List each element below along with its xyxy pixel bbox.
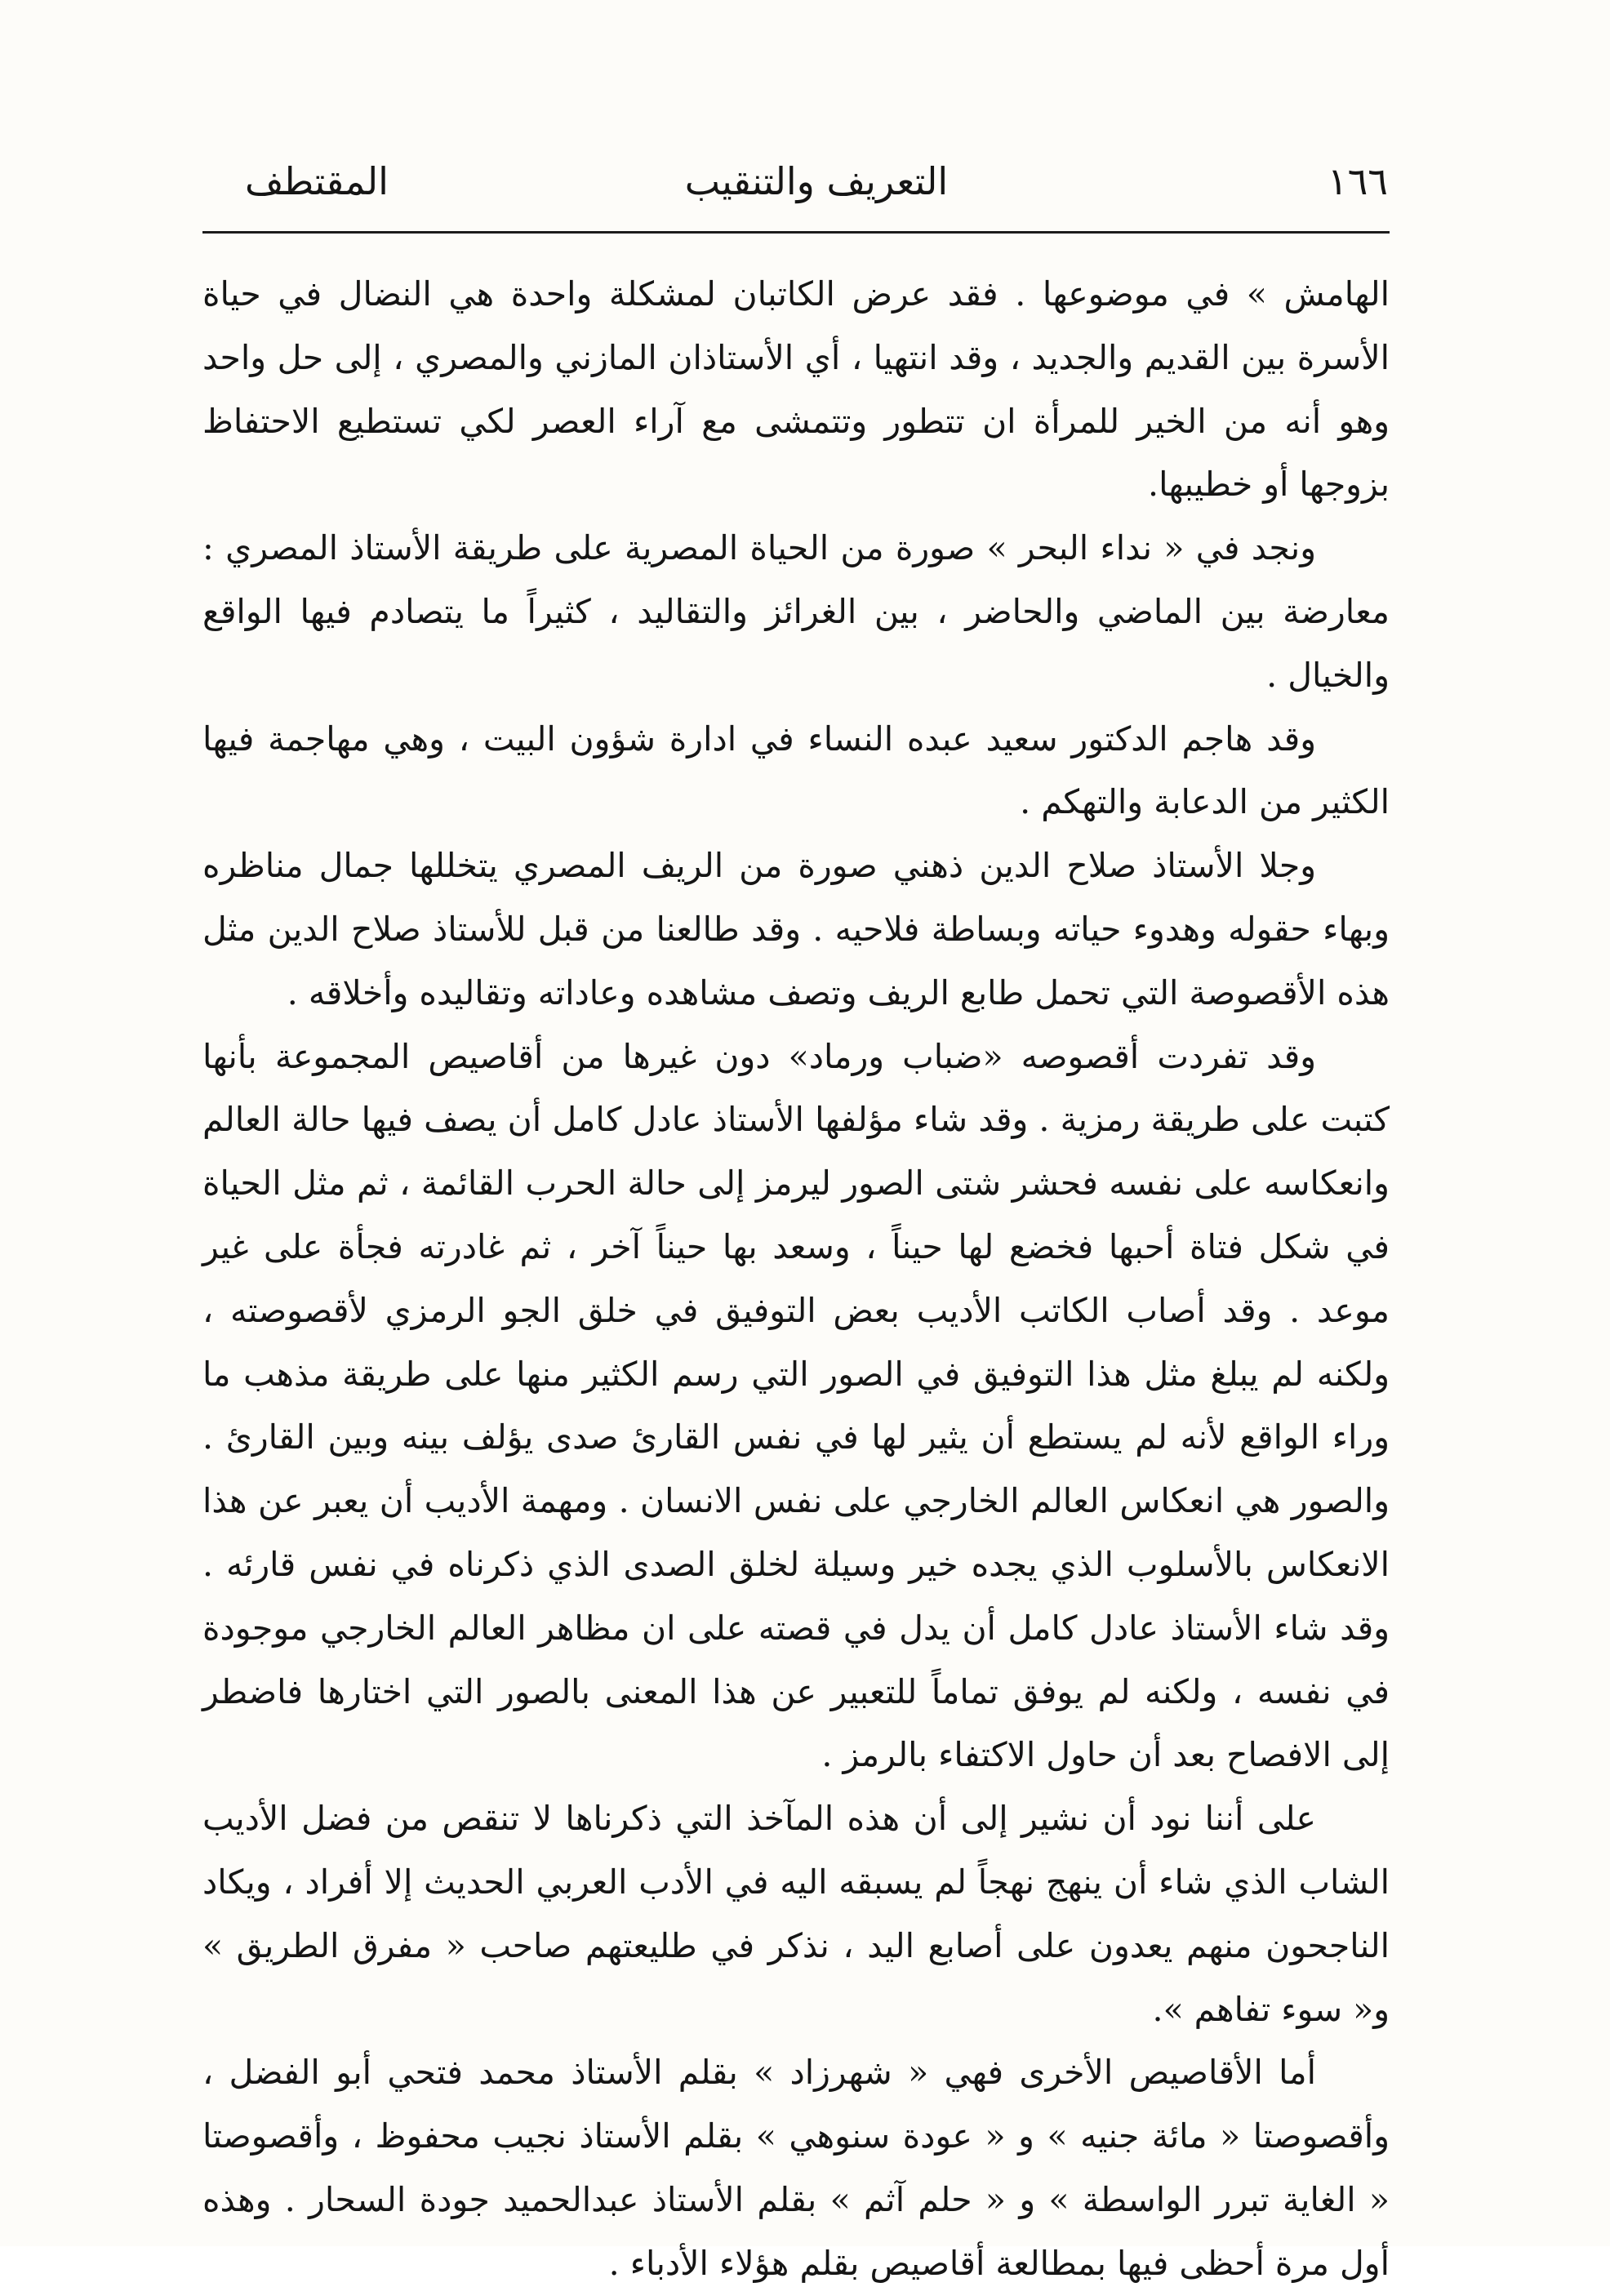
header-divider — [202, 231, 1390, 234]
page-header — [245, 147, 1388, 220]
section-title: التعريف والتنقيب — [684, 159, 949, 203]
paragraph-1: الهامش » في موضوعها . فقد عرض الكاتبان لمشكلة واحدة هي النضال في حياة الأسرة بين القديم والجديد ، وقد انتهيا ، أي الأستاذان المازني والمصري ، إلى حل واحد وهو أنه من الخير للمرأة ان تتطور وتتمشى مع آراء العصر لكي تستطيع الاحتفاظ بزوجها أو خطيبها. — [202, 274, 1390, 505]
paragraph-6: على أننا نود أن نشير إلى أن هذه المآخذ التي ذكرناها لا تنقص من فضل الأديب الشاب الذي شاء أن ينهج نهجاً لم يسبقه اليه في الأدب العربي الحديث إلا أفراد ، ويكاد الناجحون منهم يعدون على أصابع اليد ، نذكر في طليعتهم صاحب « مفرق الطريق » و« سوء تفاهم ». — [202, 1799, 1390, 2029]
paragraph-7: أما الأقاصيص الأخرى فهي « شهرزاد » بقلم الأستاذ محمد فتحي أبو الفضل ، وأقصوصتا « مائة جنيه » و « عودة سنوهي » بقلم الأستاذ نجيب محفوظ ، وأقصوصتا « الغاية تبرر الواسطة » و « حلم آثم » بقلم الأستاذ عبدالحميد جودة السحار . وهذه أول مرة أحظى فيها بمطالعة أقاصيص بقلم هؤلاء الأدباء . — [202, 2053, 1390, 2283]
page-number: ١٦٦ — [1327, 159, 1388, 203]
article-body — [202, 263, 1390, 2296]
paragraph-4: وجلا الأستاذ صلاح الدين ذهني صورة من الريف المصري يتخللها جمال مناظره وبهاء حقوله وهدوء حياته وبساطة فلاحيه . وقد طالعنا من قبل للأستاذ صلاح الدين مثل هذه الأقصوصة التي تحمل طابع الريف وتصف مشاهده وعاداته وتقاليده وأخلاقه . — [202, 846, 1390, 1012]
paragraph-3: وقد هاجم الدكتور سعيد عبده النساء في ادارة شؤون البيت ، وهي مهاجمة فيها الكثير من الدعابة والتهكم . — [202, 719, 1390, 822]
paragraph-2: ونجد في « نداء البحر » صورة من الحياة المصرية على طريقة الأستاذ المصري : معارضة بين الماضي والحاضر ، بين الغرائز والتقاليد ، كثيراً ما يتصادم فيها الواقع والخيال . — [202, 528, 1390, 695]
journal-name: المقتطف — [245, 159, 389, 203]
paragraph-5: وقد تفردت أقصوصه «ضباب ورماد» دون غيرها من أقاصيص المجموعة بأنها كتبت على طريقة رمزية . وقد شاء مؤلفها الأستاذ عادل كامل أن يصف فيها حالة العالم وانعكاسه على نفسه فحشر شتى الصور ليرمز إلى حالة الحرب القائمة ، ثم مثل الحياة في شكل فتاة أحبها فخضع لها حيناً ، وسعد بها حيناً آخر ، ثم غادرته فجأة على غير موعد . وقد أصاب الكاتب الأديب بعض التوفيق في خلق الجو الرمزي لأقصوصته ، ولكنه لم يبلغ مثل هذا التوفيق في الصور التي رسم الكثير منها على طريقة مذهب ما وراء الواقع لأنه لم يستطع أن يثير لها في نفس القارئ صدى يؤلف بينه وبين القارئ . والصور هي انعكاس العالم الخارجي على نفس الانسان . ومهمة الأديب أن يعبر عن هذا الانعكاس بالأسلوب الذي يجده خير وسيلة لخلق الصدى الذي ذكرناه في نفس قارئه . وقد شاء الأستاذ عادل كامل أن يدل في قصته على ان مظاهر العالم الخارجي موجودة في نفسه ، ولكنه لم يوفق تماماً للتعبير عن هذا المعنى بالصور التي اختارها فاضطر إلى الافصاح بعد أن حاول الاكتفاء بالرمز . — [202, 1036, 1390, 1775]
